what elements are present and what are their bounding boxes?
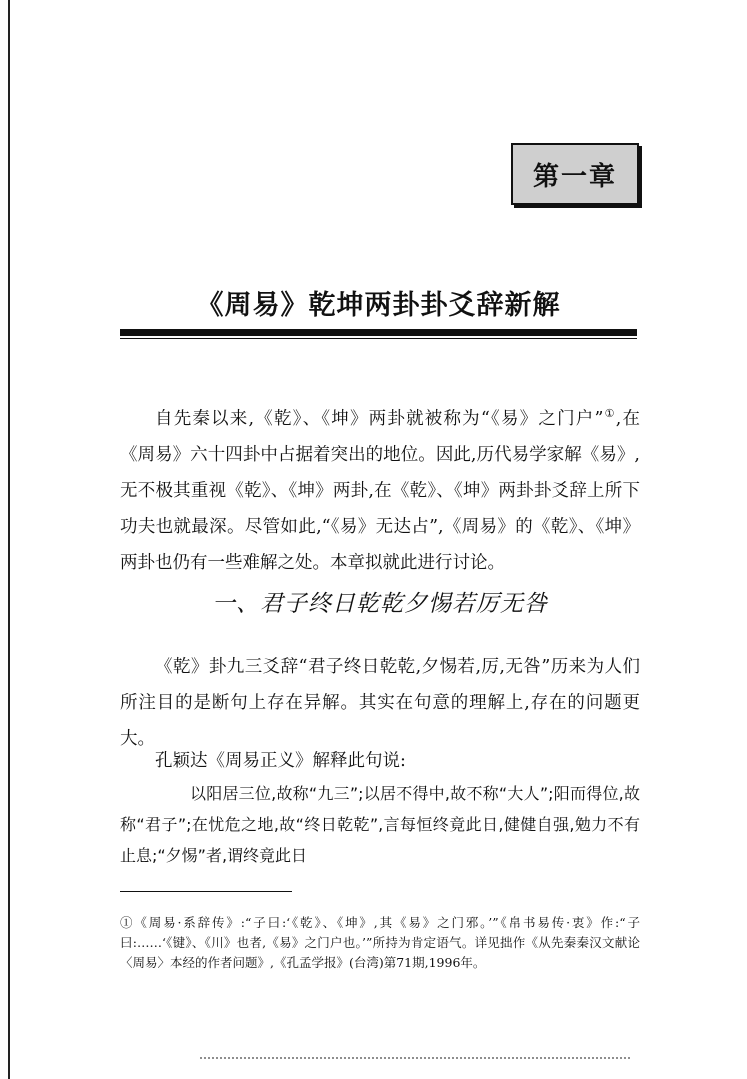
page-edge bbox=[8, 0, 10, 1079]
chapter-label: 第一章 bbox=[532, 161, 617, 192]
footnote-rule bbox=[120, 891, 292, 892]
footnote-marker: ① bbox=[120, 915, 135, 930]
footnote-text: 《周易·系辞传》:“子曰:‘《乾》、《坤》,其《易》之门邪。’”《帛书易传·衷》作:“子曰:……‘《键》、《川》也者,《易》之门户也。’”所持为肯定语气。详见拙作《从先秦秦汉文献论〈周易〉本经的作者问题》,《孔孟学报》(台湾)第71期,1996年。 bbox=[120, 915, 640, 970]
title-rule-thin bbox=[120, 338, 637, 339]
block-quote: 以阳居三位,故称“九三”;以居不得中,故不称“大人”;阳而得位,故称“君子”;在忧危之地,故“终日乾乾”,言每恒终竟此日,健健自强,勉力不有止息;“夕惕”者,谓终竟此日 bbox=[120, 784, 640, 865]
intro-text-start: 自先秦以来,《乾》、《坤》两卦就被称为“《易》之门户” bbox=[155, 408, 604, 429]
section-heading: 一、君子终日乾乾夕惕若厉无咎 bbox=[212, 591, 548, 617]
intro-paragraph bbox=[120, 396, 640, 581]
scan-artifact bbox=[200, 1057, 630, 1061]
intro-text-end: ,在《周易》六十四卦中占据着突出的地位。因此,历代易学家解《易》,无不极其重视《乾》、《坤》两卦,在《乾》、《坤》两卦卦爻辞上所下功夫也就最深。尽管如此,“《易》无达占”,《周易》的《乾》、《坤》两卦也仍有一些难解之处。本章拟就此进行讨论。 bbox=[120, 408, 640, 573]
footnote-reference: ① bbox=[603, 407, 616, 420]
footnote bbox=[120, 913, 640, 973]
section-paragraph-2: 孔颖达《周易正义》解释此句说: bbox=[155, 751, 406, 771]
section-paragraph-1: 《乾》卦九三爻辞“君子终日乾乾,夕惕若,厉,无咎”历来为人们所注目的是断句上存在异解。其实在句意的理解上,存在的问题更大。 bbox=[120, 657, 640, 749]
title-rule-thick bbox=[120, 329, 637, 336]
chapter-title: 《周易》乾坤两卦卦爻辞新解 bbox=[196, 290, 561, 321]
chapter-label-box bbox=[511, 143, 639, 205]
